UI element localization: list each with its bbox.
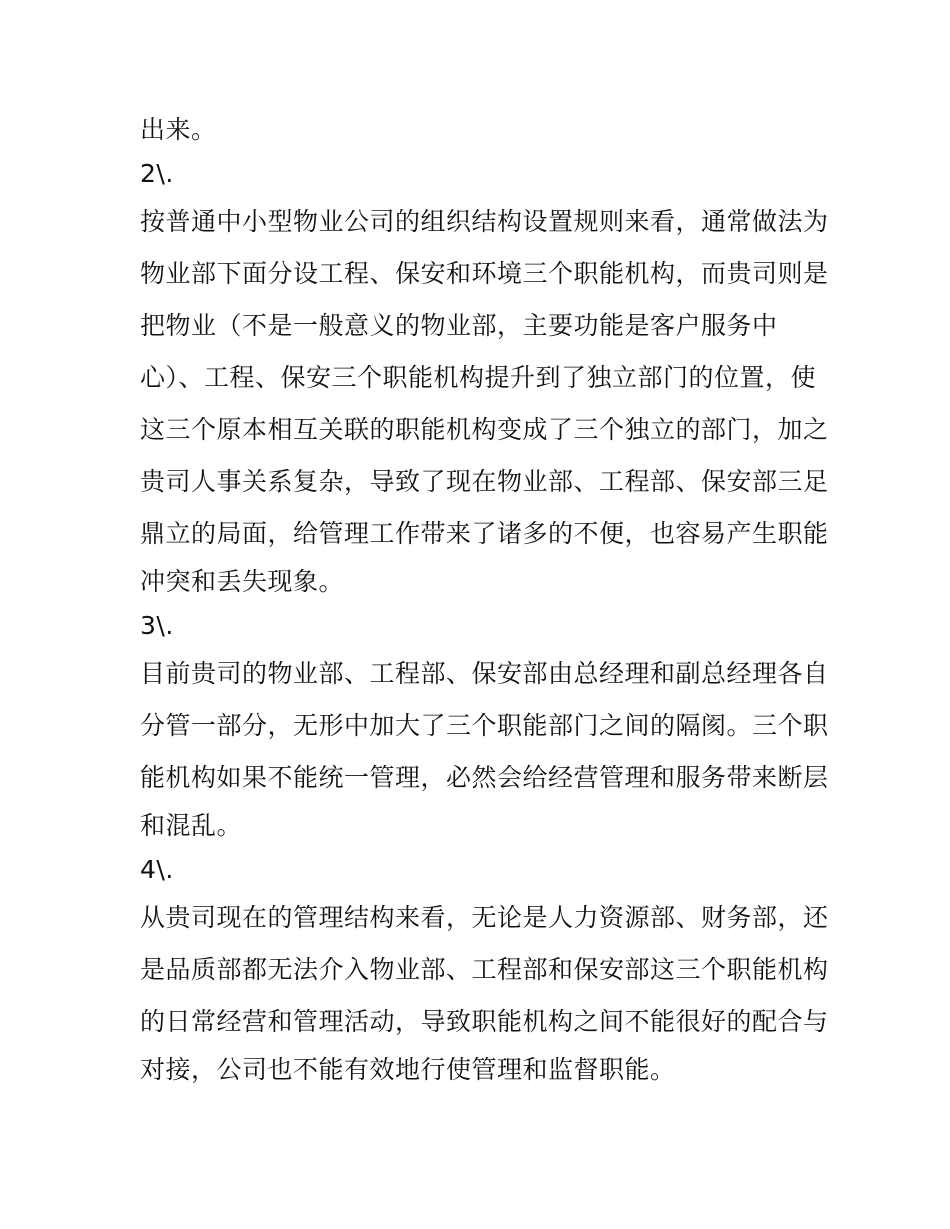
text-line: 和混乱。 xyxy=(140,811,243,840)
section-number: 2\. xyxy=(140,159,174,188)
text-line: 从贵司现在的管理结构来看，无论是人力资源部、财务部，还 xyxy=(140,903,829,932)
section-number: 4\. xyxy=(140,855,174,884)
text-line: 能机构如果不能统一管理，必然会给经营管理和服务带来断层 xyxy=(140,763,829,792)
text-line: 物业部下面分设工程、保安和环境三个职能机构，而贵司则是 xyxy=(140,259,829,288)
text-line: 心）、工程、保安三个职能机构提升到了独立部门的位置，使 xyxy=(140,363,817,392)
text-line: 对接，公司也不能有效地行使管理和监督职能。 xyxy=(140,1055,676,1084)
text-line: 鼎立的局面，给管理工作带来了诸多的不便，也容易产生职能 xyxy=(140,519,829,548)
text-line: 把物业（不是一般意义的物业部，主要功能是客户服务中 xyxy=(140,311,778,340)
text-line: 冲突和丢失现象。 xyxy=(140,567,345,596)
text-line: 贵司人事关系复杂，导致了现在物业部、工程部、保安部三足 xyxy=(140,467,829,496)
text-line: 按普通中小型物业公司的组织结构设置规则来看，通常做法为 xyxy=(140,207,829,236)
text-line: 出来。 xyxy=(140,115,217,144)
text-line: 是品质部都无法介入物业部、工程部和保安部这三个职能机构 xyxy=(140,955,829,984)
text-line: 分管一部分，无形中加大了三个职能部门之间的隔阂。三个职 xyxy=(140,711,829,740)
text-line: 的日常经营和管理活动，导致职能机构之间不能很好的配合与 xyxy=(140,1007,829,1036)
section-number: 3\. xyxy=(140,611,174,640)
text-line: 目前贵司的物业部、工程部、保安部由总经理和副总经理各自 xyxy=(140,659,829,688)
text-line: 这三个原本相互关联的职能机构变成了三个独立的部门，加之 xyxy=(140,415,829,444)
